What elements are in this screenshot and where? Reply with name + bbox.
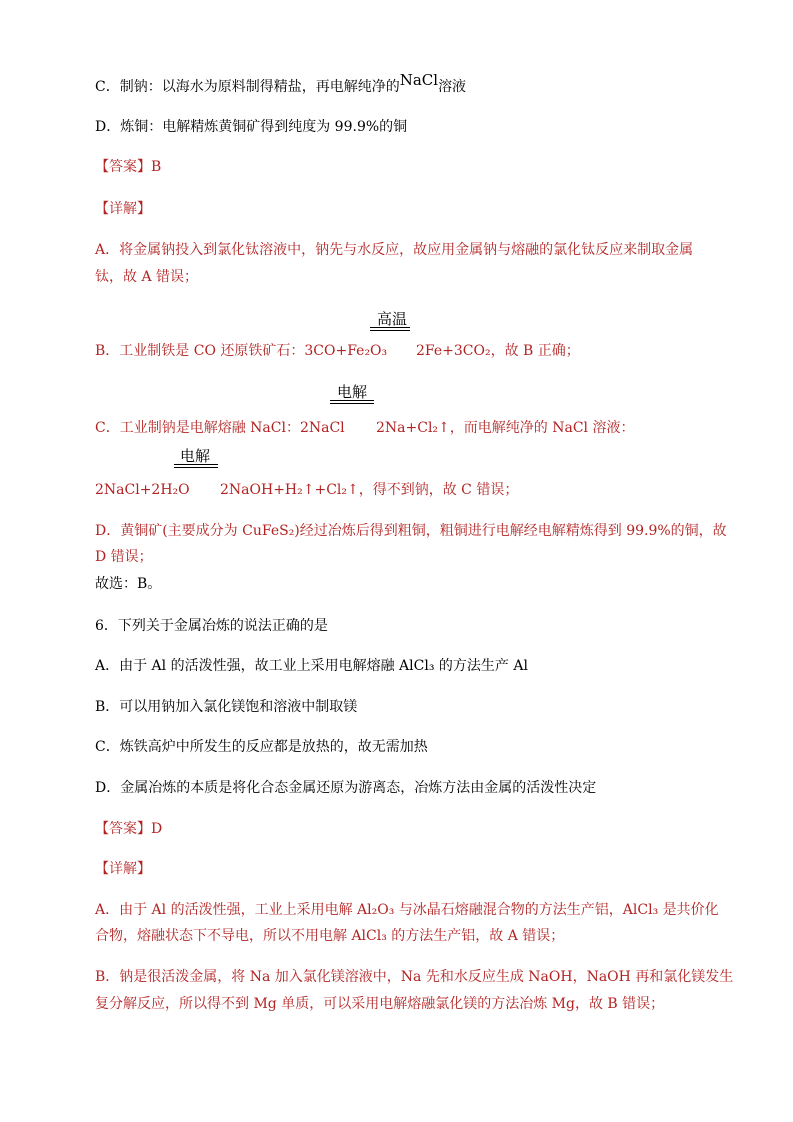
- detail-d-line2: D 错误；: [95, 549, 153, 565]
- reaction-condition-bar: [330, 400, 374, 404]
- answer-line: [95, 157, 161, 177]
- q6-detail-a-line1: A．由于 Al 的活泼性强，工业上采用电解 Al₂O₃ 与冰晶石熔融混合物的方法生产铝，AlCl₃ 是共价化: [95, 902, 719, 918]
- detail-c-text: C．工业制钠是电解熔融 NaCl：2NaCl: [95, 420, 345, 436]
- question-6-stem: 6．下列关于金属冶炼的说法正确的是: [95, 618, 328, 634]
- q6-detail-a-line2: 合物，熔融状态下不导电，所以不用电解 AlCl₃ 的方法生产铝，故 A 错误；: [95, 928, 565, 944]
- detail-a-line2: 钛，故 A 错误；: [95, 269, 199, 285]
- condition-electrolysis-1: 电解: [337, 383, 368, 401]
- q6-option-a: A．由于 Al 的活泼性强，故工业上采用电解熔融 AlCl₃ 的方法生产 Al: [95, 658, 528, 674]
- q6-answer-label: 【答案】: [95, 821, 151, 837]
- option-c-prefix: C．制钠：以海水为原料制得精盐，再电解纯净的: [95, 79, 400, 95]
- option-c-suffix: 溶液: [438, 79, 467, 95]
- reaction-condition-bar: [370, 327, 410, 331]
- detail-b-products: 2Fe+3CO₂，故 B 正确；: [416, 343, 580, 359]
- q6-option-b: B．可以用钠加入氯化镁饱和溶液中制取镁: [95, 699, 358, 715]
- reaction-condition-bar: [174, 464, 218, 468]
- answer-value: B: [151, 159, 162, 175]
- condition-electrolysis-2: 电解: [180, 447, 211, 465]
- q6-detail-b-line2: 复分解反应，所以得不到 Mg 单质，可以采用电解熔融氯化镁的方法冶炼 Mg，故 B 错误；: [95, 996, 665, 1012]
- q6-option-c: C．炼铁高炉中所发生的反应都是放热的，故无需加热: [95, 739, 428, 755]
- conclusion: 故选：B。: [95, 576, 162, 592]
- q6-answer-value: D: [151, 821, 163, 837]
- q6-detail-label: 【详解】: [95, 861, 151, 877]
- detail-label: 【详解】: [95, 201, 151, 217]
- detail-c-eq2-right: 2NaOH+H₂↑+Cl₂↑，得不到钠，故 C 错误；: [220, 482, 519, 498]
- detail-d-line1: D．黄铜矿(主要成分为 CuFeS₂)经过冶炼后得到粗铜，粗铜进行电解经电解精炼得到 99.9%的铜，故: [95, 523, 727, 539]
- option-c: [95, 71, 467, 97]
- q6-detail-b-line1: B．钠是很活泼金属，将 Na 加入氯化镁溶液中，Na 先和水反应生成 NaOH，NaOH 再和氯化镁发生: [95, 969, 734, 985]
- q6-answer-line: [95, 819, 162, 839]
- answer-label: 【答案】: [95, 159, 151, 175]
- detail-a-line1: A．将金属钠投入到氯化钛溶液中，钠先与水反应，故应用金属钠与熔融的氯化钛反应来制取金属: [95, 242, 694, 258]
- q6-option-d: D．金属冶炼的本质是将化合态金属还原为游离态，冶炼方法由金属的活泼性决定: [95, 780, 597, 796]
- option-d: D．炼铜：电解精炼黄铜矿得到纯度为 99.9%的铜: [95, 119, 408, 135]
- detail-b-text: B．工业制铁是 CO 还原铁矿石：3CO+Fe₂O₃: [95, 343, 388, 359]
- detail-c-eq2-left: 2NaCl+2H₂O: [95, 482, 190, 498]
- condition-high-temp: 高温: [377, 310, 408, 328]
- nacl-formula: NaCl: [399, 71, 439, 89]
- detail-c-products: 2Na+Cl₂↑，而电解纯净的 NaCl 溶液：: [376, 420, 635, 436]
